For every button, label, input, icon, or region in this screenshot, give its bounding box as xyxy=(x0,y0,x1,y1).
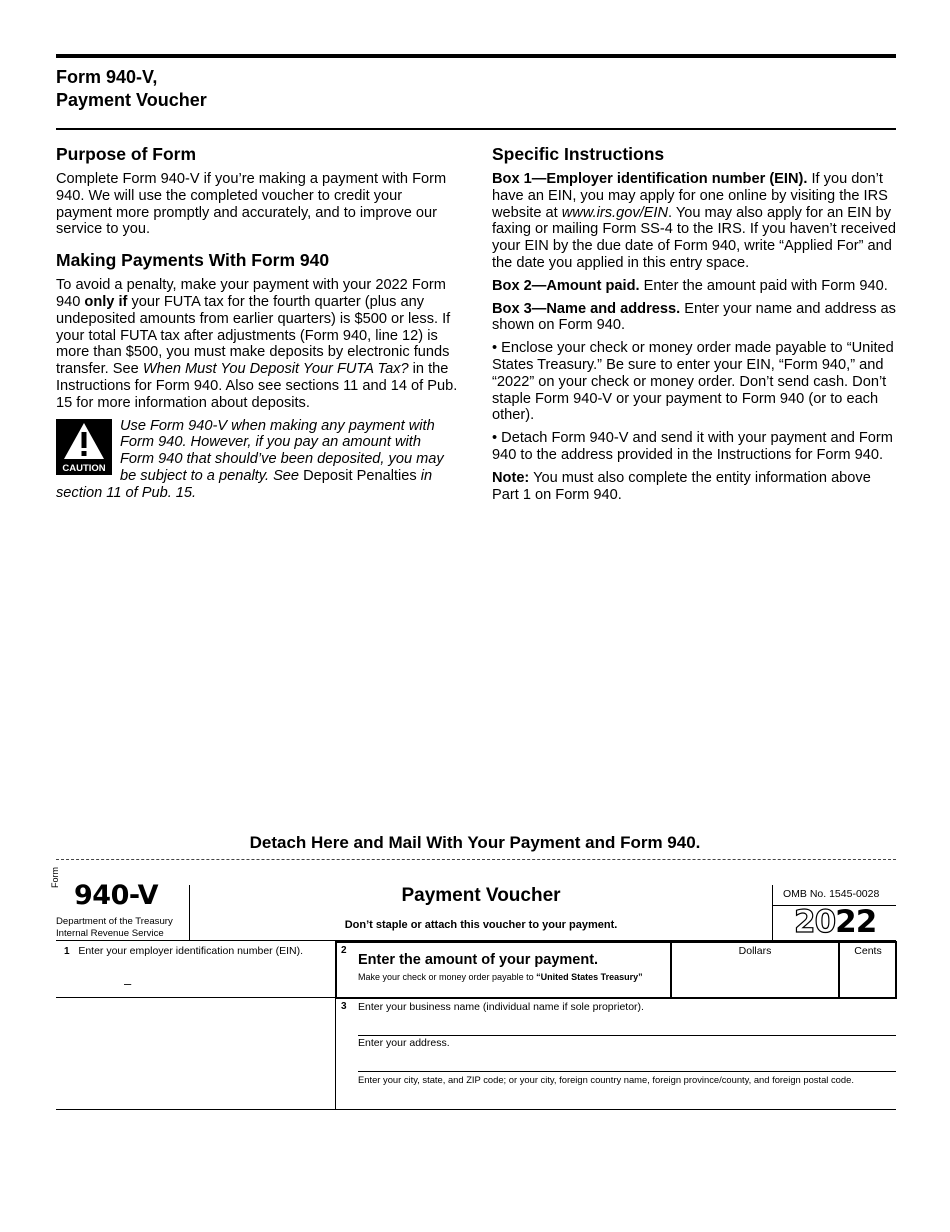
right-column xyxy=(492,144,898,509)
left-column xyxy=(56,144,458,502)
voucher-bottom-rule xyxy=(56,1109,896,1110)
tax-year: 2022 xyxy=(794,904,877,940)
bullet-detach: • Detach Form 940-V and send it with your payment and Form 940 to the address provided in the Instructions for Form 940. xyxy=(492,430,893,463)
making-payments-heading: Making Payments With Form 940 xyxy=(56,250,330,271)
purpose-text: Complete Form 940-V if you’re making a payment with Form 940. We will use the completed voucher to credit your payment more promptly and accurately, and to improve our service to you. xyxy=(56,171,447,238)
caution-text: Use Form 940-V when making any payment with Form 940. However, if you pay an amount with Form 940 that should’ve been deposited, you may be subject to a penalty. See Deposit Penalties in section 11 of Pub. 15. xyxy=(56,417,444,501)
cents-field[interactable] xyxy=(842,962,892,994)
line1-label: 1 Enter your employer identification number (EIN). xyxy=(64,945,304,957)
title-line2: Payment Voucher xyxy=(56,90,207,110)
address-label: Enter your address. xyxy=(358,1037,450,1049)
detach-dashed-line xyxy=(56,859,896,860)
making-payments-text: To avoid a penalty, make your payment with your 2022 Form 940 only if your FUTA tax for the fourth quarter (plus any undeposited amounts from earlier quarters) is $500 or less. If your total FUTA tax after adjustments (Form 940, line 12) is more than $500, you must make deposits by electronic funds transfer. See When Must You Deposit Your FUTA Tax? in the Instructions for Form 940. Also see sections 11 and 14 of Pub. 15 for more information about deposits. xyxy=(56,277,458,411)
dollars-field[interactable] xyxy=(674,962,836,994)
line3-number: 3 xyxy=(341,1001,347,1012)
note: Note: You must also complete the entity information above Part 1 on Form 940. xyxy=(492,469,871,503)
ein-bottom-rule xyxy=(56,997,336,998)
title-rule xyxy=(56,128,896,130)
caution-label: CAUTION xyxy=(62,462,106,474)
cents-label: Cents xyxy=(854,945,882,957)
header-divider-right xyxy=(772,885,773,940)
voucher-title: Payment Voucher xyxy=(401,885,561,906)
box3-instructions: Box 3—Name and address. Enter your name and address as shown on Form 940. xyxy=(492,300,896,334)
department-label: Department of the Treasury Internal Revenue Service xyxy=(56,916,173,939)
caution-icon xyxy=(56,419,112,475)
page-title xyxy=(56,66,207,112)
voucher-subtitle: Don’t staple or attach this voucher to your payment. xyxy=(344,919,618,931)
business-name-label: Enter your business name (individual name if sole proprietor). xyxy=(358,1001,644,1013)
detach-instruction: Detach Here and Mail With Your Payment and Form 940. xyxy=(249,833,701,852)
purpose-heading: Purpose of Form xyxy=(56,144,197,164)
dollars-label: Dollars xyxy=(738,945,772,957)
city-state-zip-label: Enter your city, state, and ZIP code; or your city, foreign country name, foreign province/county, and foreign postal code. xyxy=(358,1074,854,1085)
caution-note xyxy=(56,418,458,502)
address-rule xyxy=(358,1071,896,1072)
title-line1: Form 940-V, xyxy=(56,67,158,87)
specific-instructions-heading: Specific Instructions xyxy=(492,144,665,164)
form-number: 940-V xyxy=(74,880,158,911)
box1-instructions: Box 1—Employer identification number (EIN). If you don’t have an EIN, you may apply for one online by visiting the IRS website at www.irs.gov/EIN. You may also apply for an EIN by faxing or mailing Form SS-4 to the IRS. If you haven’t received your EIN by the due date of Form 940, write “Applied For” and the date you applied in this entry space. xyxy=(492,171,896,271)
omb-number: OMB No. 1545-0028 xyxy=(783,888,880,900)
form-label: Form xyxy=(50,867,60,888)
line2-title: Enter the amount of your payment. xyxy=(358,952,599,968)
box2-instructions: Box 2—Amount paid. Enter the amount paid with Form 940. xyxy=(492,277,888,294)
business-name-rule xyxy=(358,1035,896,1036)
address-field[interactable] xyxy=(358,1051,896,1071)
city-state-zip-field[interactable] xyxy=(358,1087,896,1107)
business-name-field[interactable] xyxy=(358,1015,896,1035)
top-rule xyxy=(56,54,896,58)
line2-number: 2 xyxy=(341,945,347,956)
ein-field[interactable]: – xyxy=(124,976,132,991)
bullet-enclose: • Enclose your check or money order made payable to “United States Treasury.” Be sure to enter your EIN, “Form 940,” and “2022” on your check or money order. Don’t send cash. Don’t staple Form 940-V or your payment to Form 940 (or to each other). xyxy=(492,340,894,424)
line2-subtitle: Make your check or money order payable to “United States Treasury” xyxy=(358,972,643,982)
